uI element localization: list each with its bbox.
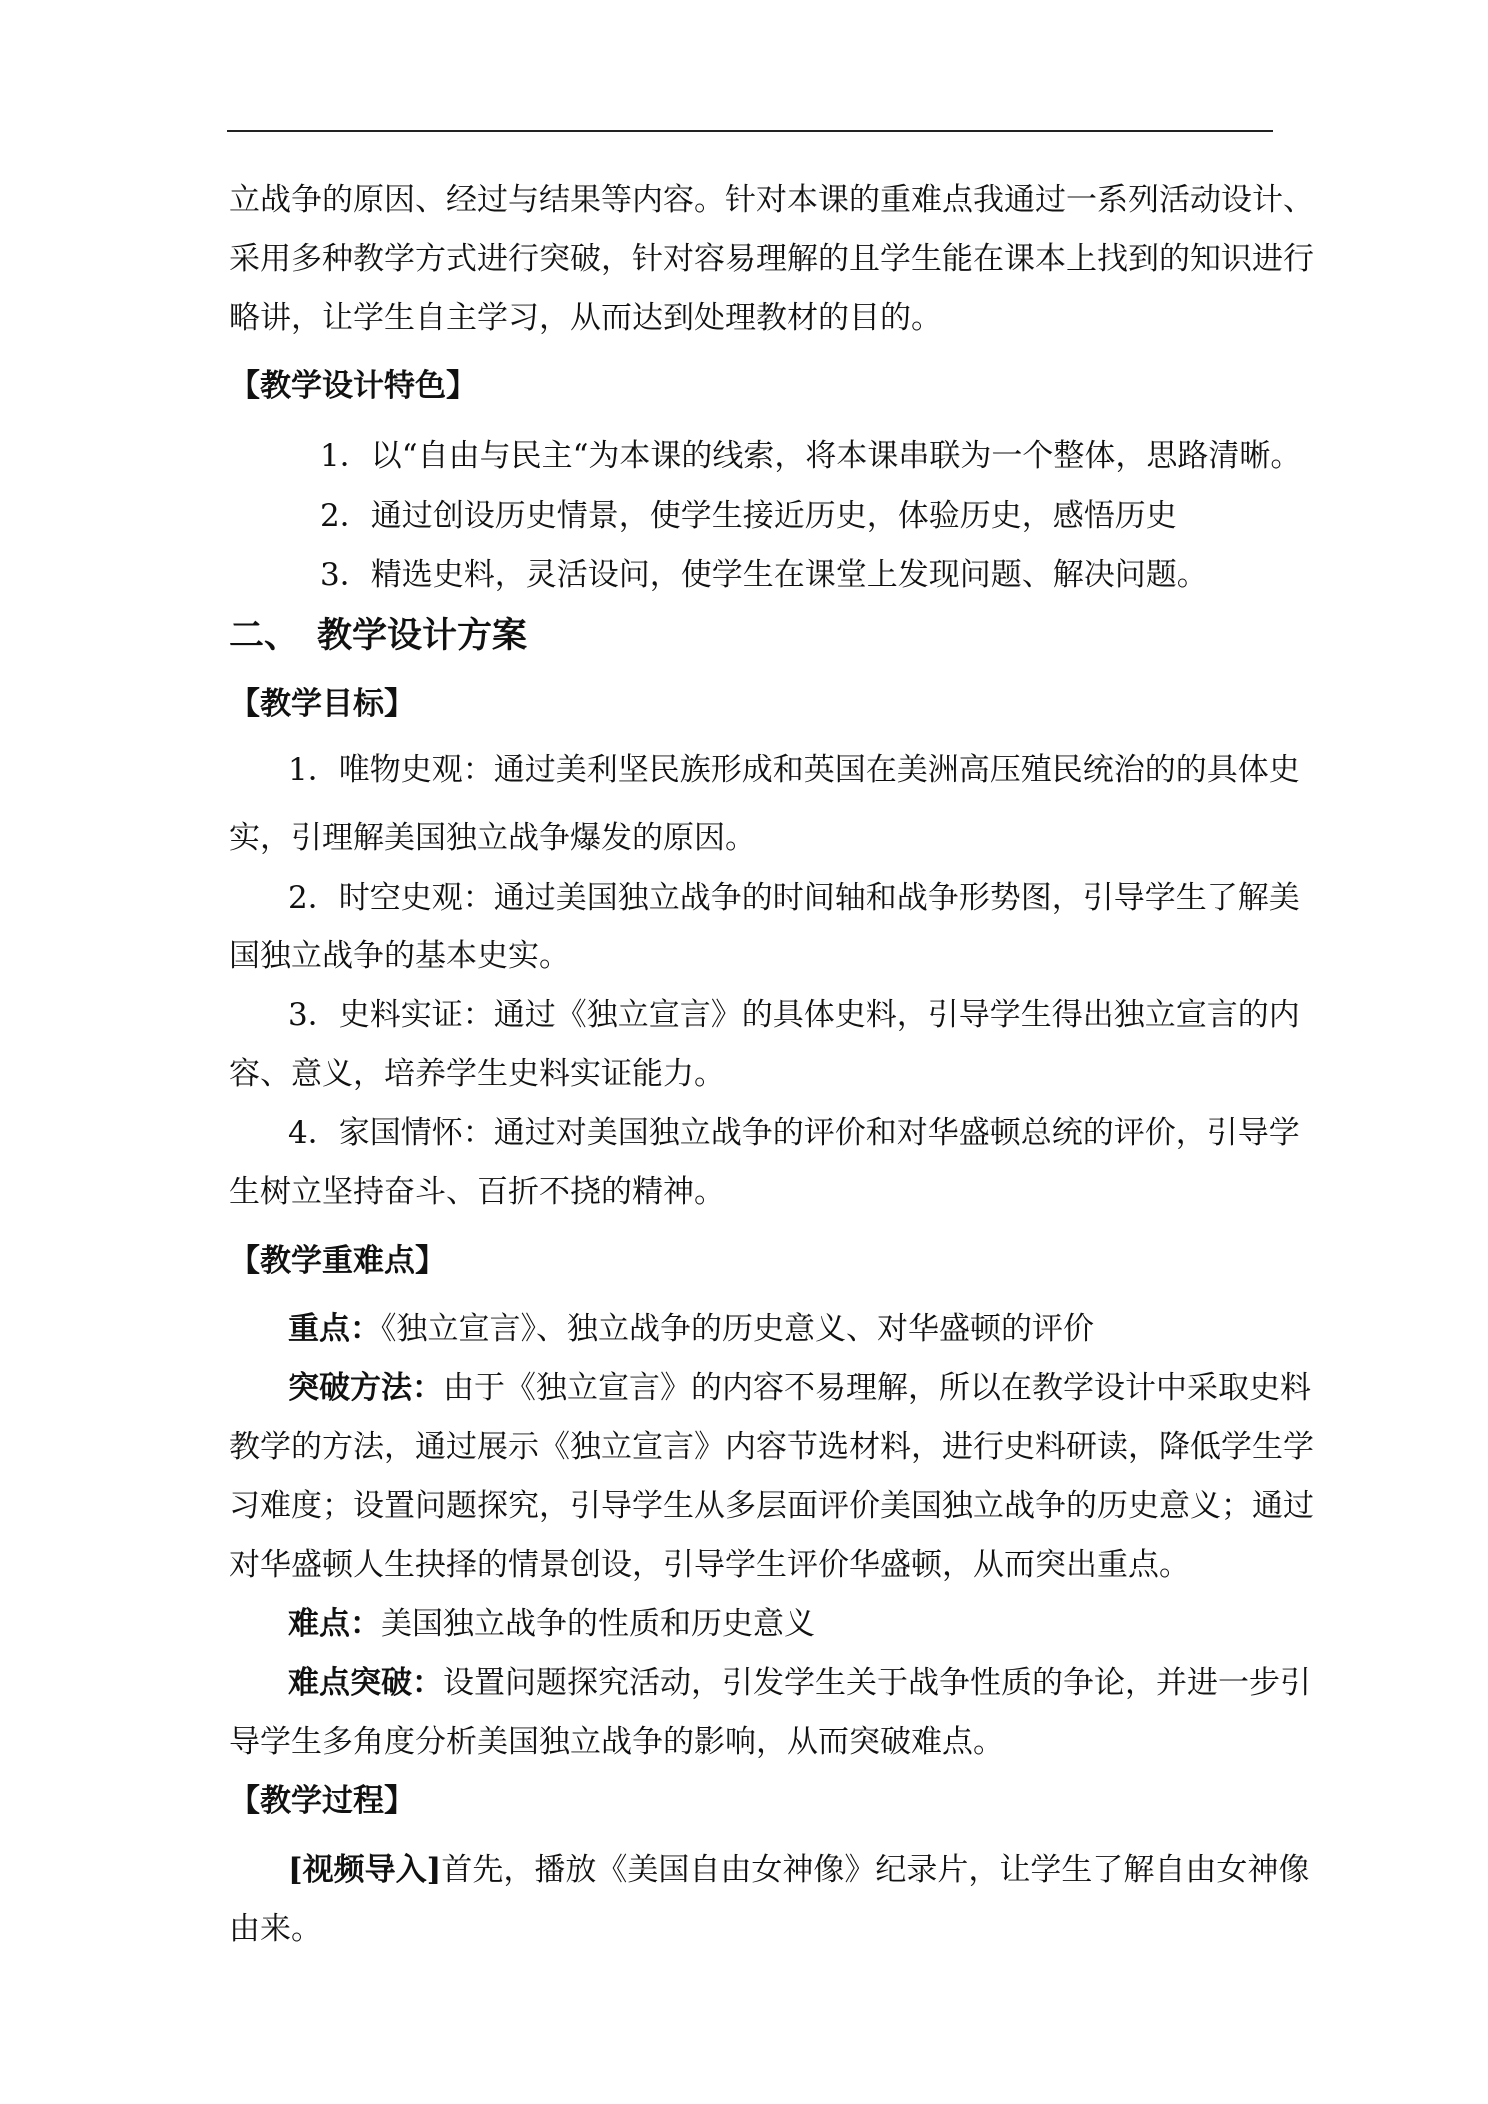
goal-4-line-2: 生树立坚持奋斗、百折不挠的精神。 [229, 1174, 725, 1210]
breakthrough-text-1: 设置问题探究活动，引发学生关于战争性质的争论，并进一步引 [443, 1665, 1311, 1701]
breakthrough-line-2: 导学生多角度分析美国独立战争的影响，从而突破难点。 [229, 1724, 1004, 1760]
goals-heading: 【教学目标】 [229, 686, 415, 722]
focus-label: 重点： [288, 1311, 381, 1347]
focus-line [288, 1309, 1094, 1349]
feature-item-1: 1．以“自由与民主“为本课的线索，将本课串联为一个整体，思路清晰。 [320, 438, 1302, 474]
breakthrough-label: 难点突破： [288, 1665, 443, 1701]
features-heading: 【教学设计特色】 [229, 368, 477, 404]
video-text-1: 首先，播放《美国自由女神像》纪录片，让学生了解自由女神像 [441, 1852, 1310, 1888]
method-line-2: 教学的方法，通过展示《独立宣言》内容节选材料，进行史料研读，降低学生学 [229, 1429, 1314, 1465]
section-title: 教学设计方案 [317, 615, 528, 656]
section-number: 二、 [229, 615, 300, 656]
goal-2-line-2: 国独立战争的基本史实。 [229, 938, 570, 974]
feature-item-2: 2．通过创设历史情景，使学生接近历史，体验历史，感悟历史 [320, 498, 1177, 534]
difficulty-text: 美国独立战争的性质和历史意义 [381, 1606, 815, 1642]
goal-3-line-1: 3．史料实证：通过《独立宣言》的具体史料，引导学生得出独立宣言的内 [288, 997, 1300, 1033]
video-label: [视频导入] [288, 1852, 442, 1888]
key-heading: 【教学重难点】 [229, 1243, 446, 1279]
goal-2-line-1: 2．时空史观：通过美国独立战争的时间轴和战争形势图，引导学生了解美 [288, 880, 1300, 916]
feature-item-3: 3．精选史料，灵活设问，使学生在课堂上发现问题、解决问题。 [320, 557, 1208, 593]
method-text-1: 由于《独立宣言》的内容不易理解，所以在教学设计中采取史料 [443, 1370, 1311, 1406]
method-line-4: 对华盛顿人生抉择的情景创设，引导学生评价华盛顿，从而突出重点。 [229, 1547, 1190, 1583]
breakthrough-line-1 [288, 1663, 1311, 1703]
process-heading: 【教学过程】 [229, 1783, 415, 1819]
intro-line-3: 略讲，让学生自主学习，从而达到处理教材的目的。 [229, 300, 942, 336]
goal-4-line-1: 4．家国情怀：通过对美国独立战争的评价和对华盛顿总统的评价，引导学 [288, 1115, 1300, 1151]
focus-text: 《独立宣言》、独立战争的历史意义、对华盛顿的评价 [381, 1311, 1094, 1347]
method-label: 突破方法： [288, 1370, 443, 1406]
difficulty-label: 难点： [288, 1606, 381, 1642]
goal-1-line-2: 实，引理解美国独立战争爆发的原因。 [229, 820, 756, 856]
section-heading [229, 614, 527, 658]
goal-1-line-1: 1．唯物史观：通过美利坚民族形成和英国在美洲高压殖民统治的的具体史 [288, 752, 1300, 788]
method-line-3: 习难度；设置问题探究，引导学生从多层面评价美国独立战争的历史意义；通过 [229, 1488, 1314, 1524]
video-line-2: 由来。 [229, 1911, 322, 1947]
intro-line-2: 采用多种教学方式进行突破，针对容易理解的且学生能在课本上找到的知识进行 [229, 241, 1314, 277]
goal-3-line-2: 容、意义，培养学生史料实证能力。 [229, 1056, 725, 1092]
video-line-1 [288, 1850, 1309, 1890]
difficulty-line [288, 1604, 815, 1644]
intro-line-1: 立战争的原因、经过与结果等内容。针对本课的重难点我通过一系列活动设计、 [229, 182, 1314, 218]
method-line-1 [288, 1368, 1311, 1408]
header-rule [227, 130, 1273, 132]
